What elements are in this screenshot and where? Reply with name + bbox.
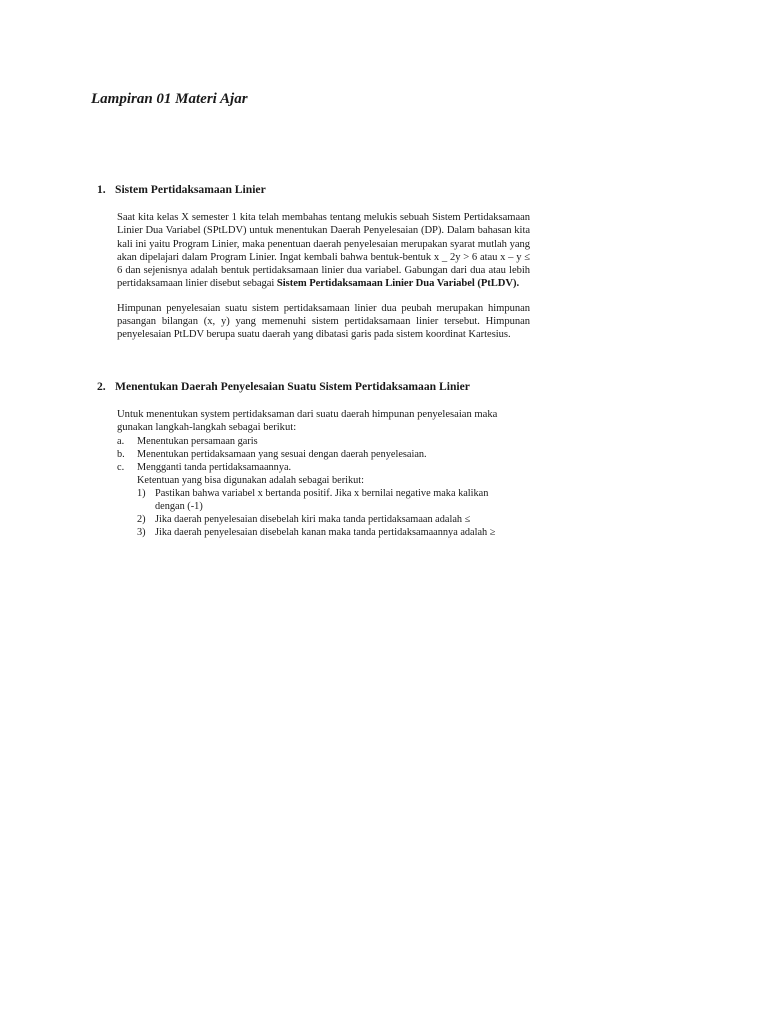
steps-list xyxy=(117,435,530,474)
list-text: Menentukan pertidaksamaan yang sesuai dengan daerah penyelesaian. xyxy=(137,448,427,460)
list-text: Pastikan bahwa variabel x bertanda positif. Jika x bernilai negative maka kalikan dengan (-1) xyxy=(155,487,489,512)
page-title: Lampiran 01 Materi Ajar xyxy=(91,91,248,107)
ketentuan-text: Ketentuan yang bisa digunakan adalah sebagai berikut: xyxy=(137,474,365,486)
section-sistem-pertidaksamaan xyxy=(97,183,530,353)
list-item xyxy=(137,526,530,539)
list-text: Jika daerah penyelesaian disebelah kanan maka tanda pertidaksamaannya adalah ≥ xyxy=(155,526,496,538)
list-label: c. xyxy=(117,461,125,473)
list-text: Jika daerah penyelesaian disebelah kiri maka tanda pertidaksamaan adalah ≤ xyxy=(155,513,471,525)
section-number: 1. xyxy=(97,183,106,196)
list-label: 2) xyxy=(137,513,146,525)
paragraph: Himpunan penyelesaian suatu sistem pertidaksamaan linier dua peubah merupakan himpunan pasangan bilangan (x, y) yang memenuhi sistem pertidaksamaan linier tersebut. Himpunan penyelesaian PtLDV berupa suatu daerah yang dibatasi garis pada sistem koordinat Kartesius. xyxy=(117,302,530,341)
section-heading xyxy=(97,183,530,197)
section-heading xyxy=(97,380,530,394)
list-label: a. xyxy=(117,435,125,447)
list-label: b. xyxy=(117,448,125,460)
section-number: 2. xyxy=(97,380,106,393)
paragraph-text: Saat kita kelas X semester 1 kita telah membahas tentang melukis sebuah Sistem Pertidaksamaan Linier Dua Variabel (SPtLDV) untuk menentukan Daerah Penyelesaian (DP). Dalam bahasan kita kali ini yaitu Program Linier, maka penentuan daerah penyelesaian merupakan syarat mutlah yang akan dipelajari dalam Program Linier. Ingat kembali bahwa bentuk-bentuk x _ 2y > 6 atau x – y ≤ 6 dan sejenisnya adalah bentuk pertidaksamaan linier dua variabel. Gabungan dari dua atau lebih pertidaksamaan linier disebut sebagai xyxy=(117,212,530,290)
list-item xyxy=(117,461,530,474)
paragraph xyxy=(117,211,530,291)
list-item xyxy=(137,487,530,513)
list-item xyxy=(117,435,530,448)
list-label: 3) xyxy=(137,526,146,538)
list-text: Mengganti tanda pertidaksamaannya. xyxy=(137,461,292,473)
rules-list xyxy=(137,487,530,539)
bold-term: Sistem Pertidaksamaan Linier Dua Variabel (PtLDV). xyxy=(276,278,520,290)
list-label: 1) xyxy=(137,487,146,499)
section-title: Menentukan Daerah Penyelesaian Suatu Sistem Pertidaksamaan Linier xyxy=(115,380,470,393)
list-item xyxy=(137,513,530,526)
list-item xyxy=(117,448,530,461)
section-menentukan-daerah xyxy=(97,380,530,539)
section-title: Sistem Pertidaksamaan Linier xyxy=(115,183,266,196)
list-text: Menentukan persamaan garis xyxy=(137,435,258,447)
intro-text: Untuk menentukan system pertidaksaman dari suatu daerah himpunan penyelesaian maka gunakan langkah-langkah sebagai berikut: xyxy=(117,409,498,434)
